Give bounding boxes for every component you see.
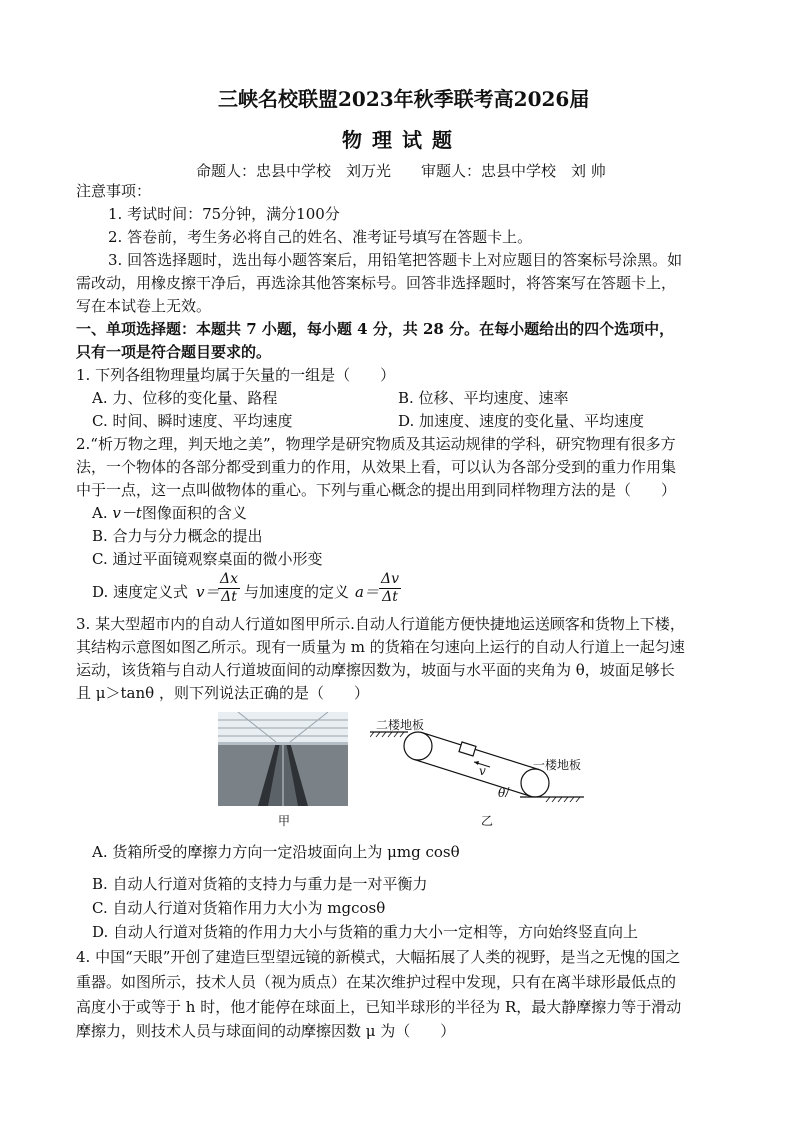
q2-fraction-1-denominator: Δt (221, 589, 237, 605)
q1-option-d: D. 加速度、速度的变化量、平均速度 (398, 412, 645, 430)
q2-option-c: C. 通过平面镜观察桌面的微小形变 (92, 550, 323, 568)
q2-option-b: B. 合力与分力概念的提出 (92, 527, 263, 545)
figure-b-caption: 乙 (481, 814, 494, 828)
exam-title: 三峡名校联盟2023年秋季联考高2026届 (218, 87, 590, 111)
q3-option-c: C. 自动人行道对货箱作用力大小为 mgcosθ (92, 899, 386, 917)
q2-line-3: 中于一点，这一点叫做物体的重心。下列与重心概念的提出用到同样物理方法的是（ ） (76, 481, 677, 499)
q3-line-1: 3. 某大型超市内的自动人行道如图甲所示.自动人行道能方便快捷地运送顾客和货物上下楼， (76, 615, 685, 633)
q2-option-d-a: a＝ (355, 583, 379, 601)
q2-option-a (92, 503, 247, 523)
moving-walkway-photo (218, 712, 348, 806)
notice-item-1: 1. 考试时间：75分钟，满分100分 (108, 205, 340, 223)
notice-item-3-line-2: 需改动，用橡皮擦干净后，再选涂其他答案标号。回答非选择题时，将答案写在答题卡上， (76, 274, 677, 292)
section-1-heading-b: 在每小题给出的四个选项中， (479, 320, 675, 338)
q4-line-4: 摩擦力，则技术人员与球面间的动摩擦因数 μ 为（ ） (76, 1022, 456, 1040)
q2-option-d-mid: 与加速度的定义 (244, 583, 350, 601)
q2-option-d-prefix: D. 速度定义式 (92, 583, 189, 601)
q2-fraction-2-numerator: Δv (381, 571, 400, 587)
section-1-heading (76, 319, 674, 339)
notice-item-3-line-3: 写在本试卷上无效。 (76, 297, 212, 315)
q3-option-a: A. 货箱所受的摩擦力方向一定沿坡面向上为 μmg cosθ (92, 843, 460, 861)
q4-line-3: 高度小于或等于 h 时，他才能停在球面上，已知半球形的半径为 R，最大静摩擦力等于滑动 (76, 998, 682, 1016)
q4-line-2: 重器。如图所示，技术人员（视为质点）在某次维护过程中发现，只有在离半球形最低点的 (76, 973, 677, 991)
q2-fraction-dv-dt (379, 571, 401, 606)
notice-item-2: 2. 答卷前，考生务必将自己的姓名、准考证号填写在答题卡上。 (108, 228, 533, 246)
figure-b-velocity-label: v (479, 764, 486, 778)
q2-fraction-2-denominator: Δt (382, 589, 398, 605)
authors-line: 命题人：忠县中学校 刘万光 审题人：忠县中学校 刘 帅 (196, 162, 606, 180)
q2-line-2: 法，一个物体的各部分都受到重力的作用，从效果上看，可以认为各部分受到的重力作用集 (76, 458, 677, 476)
section-1-heading-line-2: 只有一项是符合题目要求的。 (76, 343, 272, 361)
q4-line-1: 4. 中国“天眼”开创了建造巨型望远镜的新模式，大幅拓展了人类的视野，是当之无愧的国之 (76, 948, 681, 966)
section-1-heading-a: 一、单项选择题：本题共 7 小题，每小题 4 分，共 28 分。 (76, 320, 480, 338)
subject-title: 物理试题 (342, 128, 462, 152)
figure-b-lower-floor-label: 一楼地板 (533, 758, 582, 772)
q2-option-a-text: 图像面积的含义 (141, 504, 247, 522)
q1-option-c: C. 时间、瞬时速度、平均速度 (92, 412, 293, 430)
figure-a-caption: 甲 (278, 814, 291, 828)
figure-b-upper-floor-label: 二楼地板 (376, 718, 425, 732)
notice-item-3-line-1: 3. 回答选择题时，选出每小题答案后，用铅笔把答题卡上对应题目的答案标号涂黑。如 (108, 251, 683, 269)
q1-option-a: A. 力、位移的变化量、路程 (92, 389, 278, 407)
q3-line-4: 且 μ＞tanθ ，则下列说法正确的是（ ） (76, 684, 369, 702)
q2-option-a-prefix: A. (92, 504, 108, 522)
q2-line-1: 2.“析万物之理，判天地之美”，物理学是研究物质及其运动规律的学科，研究物理有很多方 (76, 435, 676, 453)
figure-b-angle-label: θ (498, 786, 506, 800)
q2-fraction-1-numerator: Δx (220, 571, 239, 587)
q2-option-d-v: v＝ (196, 583, 220, 601)
q1-stem: 1. 下列各组物理量均属于矢量的一组是（ ） (76, 366, 396, 384)
q3-line-3: 运动，该货箱与自动人行道坡面间的动摩擦因数为，坡面与水平面的夹角为 θ，坡面足够长 (76, 661, 675, 679)
moving-walkway-illustration (218, 712, 348, 806)
notice-heading: 注意事项： (76, 182, 152, 200)
q2-fraction-dx-dt (218, 571, 240, 606)
q3-line-2: 其结构示意图如图乙所示。现有一质量为 m 的货箱在匀速向上运行的自动人行道上一起匀速 (76, 638, 685, 656)
q3-option-d: D. 自动人行道对货箱的作用力大小与货箱的重力大小一定相等，方向始终竖直向上 (92, 923, 639, 941)
q3-option-b: B. 自动人行道对货箱的支持力与重力是一对平衡力 (92, 875, 428, 893)
q1-option-b: B. 位移、平均速度、速率 (398, 389, 569, 407)
q2-option-a-symbol: v－t (112, 504, 142, 522)
